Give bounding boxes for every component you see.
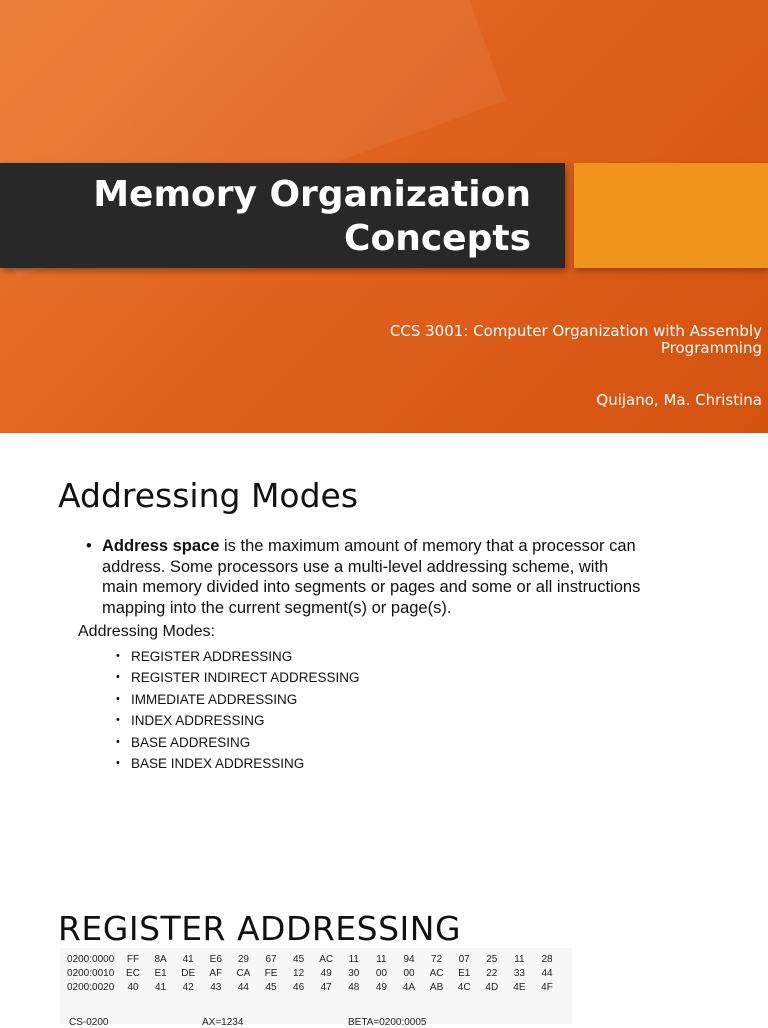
memory-byte: E1	[458, 968, 471, 979]
addressing-modes-slide	[0, 433, 768, 867]
slide-heading: REGISTER ADDRESSING	[58, 909, 462, 948]
bullet-dot-icon: •	[116, 692, 120, 705]
mode-label: INDEX ADDRESSING	[131, 713, 265, 729]
memory-byte: 46	[293, 982, 305, 993]
memory-byte: EC	[126, 968, 140, 979]
memory-byte: 07	[458, 954, 470, 965]
mode-label: IMMEDIATE ADDRESSING	[131, 691, 298, 707]
list-item	[116, 710, 360, 731]
bullet-term: Address space	[102, 537, 220, 555]
memory-address: 0200:0010	[67, 968, 115, 979]
slide-title-line-2: Concepts	[344, 218, 531, 259]
memory-byte: 25	[486, 954, 498, 965]
memory-byte: 72	[431, 954, 443, 965]
bullet-dot-icon: •	[116, 756, 120, 769]
register-ax: AX=1234	[202, 1017, 244, 1028]
modes-list	[116, 646, 360, 774]
memory-byte: 47	[320, 982, 332, 993]
accent-block	[574, 163, 768, 268]
memory-byte: 43	[210, 982, 222, 993]
memory-byte: FF	[126, 954, 140, 965]
memory-byte: CA	[236, 968, 251, 979]
memory-byte: AC	[429, 968, 444, 979]
list-item	[116, 689, 360, 710]
title-bar	[0, 163, 565, 268]
memory-byte: 40	[127, 982, 139, 993]
slide-title	[11, 173, 531, 261]
memory-byte: E6	[209, 954, 222, 965]
memory-byte: 4D	[485, 982, 499, 993]
memory-byte: 4F	[541, 982, 553, 993]
memory-byte: AB	[429, 982, 444, 993]
memory-byte: 29	[237, 954, 249, 965]
memory-byte: 22	[486, 968, 498, 979]
bullet-text	[102, 536, 646, 618]
memory-byte: 44	[541, 968, 553, 979]
mode-label: BASE INDEX ADDRESSING	[131, 755, 305, 771]
memory-byte: 8A	[154, 954, 167, 965]
register-addressing-slide	[0, 867, 768, 1028]
memory-byte: AC	[319, 954, 334, 965]
memory-byte: 41	[182, 954, 194, 965]
memory-byte: AF	[209, 968, 223, 979]
mode-label: REGISTER ADDRESSING	[131, 649, 293, 664]
memory-dump-panel	[60, 948, 572, 1024]
title-slide	[0, 0, 768, 433]
memory-byte: 33	[513, 968, 525, 979]
memory-byte: 41	[155, 982, 167, 993]
memory-byte: 4A	[402, 982, 416, 993]
memory-byte: 67	[265, 954, 277, 965]
memory-byte: 11	[348, 954, 359, 965]
slide-heading: Addressing Modes	[58, 476, 359, 515]
bullet-dot-icon: •	[86, 537, 92, 555]
memory-byte: 12	[293, 968, 305, 979]
memory-byte: 44	[237, 982, 249, 993]
memory-byte: 11	[514, 954, 525, 965]
bullet-dot-icon: •	[116, 671, 120, 684]
memory-byte: DE	[181, 968, 196, 979]
slide-title-line-1: Memory Organization	[93, 174, 531, 215]
memory-address: 0200:0020	[67, 982, 115, 993]
memory-byte: 48	[348, 982, 360, 993]
memory-byte: 42	[182, 982, 194, 993]
modes-heading: Addressing Modes:	[78, 623, 215, 640]
memory-byte: 49	[375, 982, 387, 993]
list-item	[116, 646, 360, 667]
memory-byte: 00	[375, 968, 387, 979]
list-item	[116, 753, 360, 774]
memory-byte: E1	[154, 968, 167, 979]
bullet-dot-icon: •	[116, 735, 120, 748]
memory-byte: 4C	[457, 982, 471, 993]
list-item	[116, 667, 360, 688]
bullet-dot-icon: •	[116, 714, 120, 727]
memory-byte: 45	[293, 954, 305, 965]
bullet-definition: is the maximum amount of memory that a processor can address. Some processors use a multi-level addressing scheme, with main memory divided into segments or pages and some or all instructions mapping into the current segment(s) or page(s).	[102, 537, 641, 617]
address-space-bullet	[86, 536, 646, 618]
memory-byte: FE	[264, 968, 278, 979]
course-subtitle: CCS 3001: Computer Organization with Assembly Programming	[389, 322, 762, 357]
author-name: Quijano, Ma. Christina	[596, 391, 762, 409]
memory-byte: 30	[348, 968, 360, 979]
memory-byte: 28	[541, 954, 553, 965]
bullet-dot-icon: •	[116, 650, 120, 662]
memory-byte: 11	[376, 954, 387, 965]
memory-byte: 45	[265, 982, 277, 993]
mode-label: REGISTER INDIRECT ADDRESSING	[131, 670, 360, 686]
mode-label: BASE ADDRESING	[131, 734, 251, 750]
memory-byte: 00	[403, 968, 415, 979]
memory-byte: 94	[403, 954, 415, 965]
list-item	[116, 732, 360, 753]
memory-byte: 4E	[513, 982, 526, 993]
memory-byte: 49	[320, 968, 332, 979]
register-beta: BETA=0200:0005	[348, 1017, 427, 1028]
memory-address: 0200:0000	[67, 954, 115, 965]
register-cs: CS-0200	[69, 1017, 109, 1028]
